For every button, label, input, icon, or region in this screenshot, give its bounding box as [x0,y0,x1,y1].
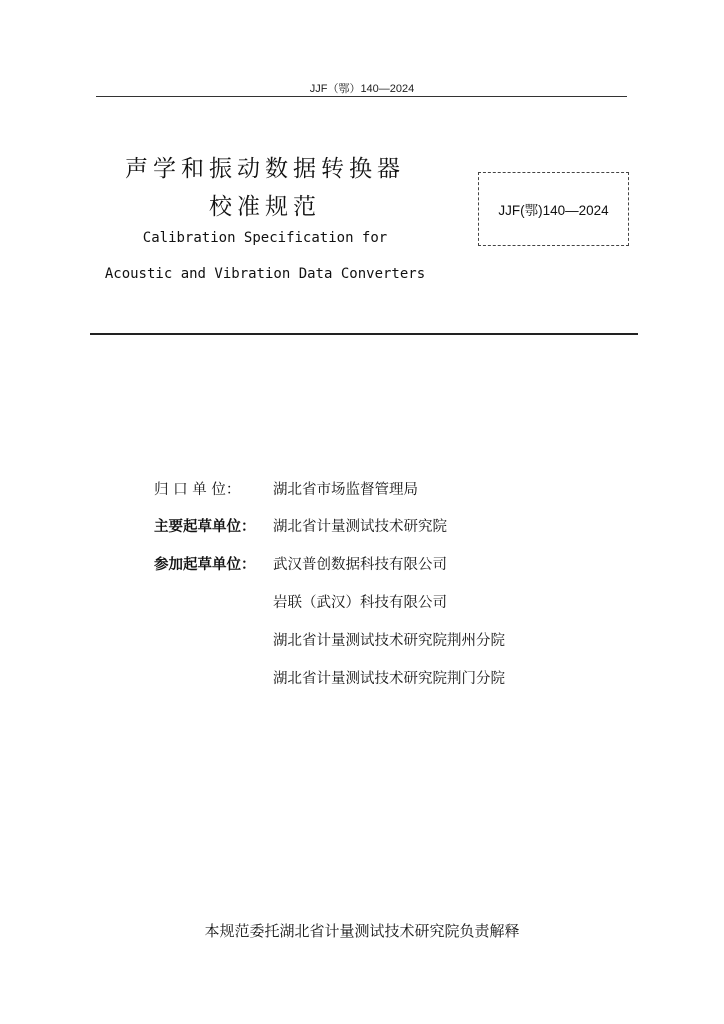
participant-item: 湖北省计量测试技术研究院荆门分院 [273,671,505,687]
title-cn-line2: 校准规范 [209,194,321,220]
owner-value: 湖北省市场监督管理局 [273,482,418,498]
header-rule [96,96,627,97]
standard-code-text: JJF(鄂)140—2024 [498,203,609,218]
main-drafter-label: 主要起草单位： [154,519,256,535]
header-standard-code: JJF（鄂）140—2024 [309,83,415,95]
participant-item: 武汉普创数据科技有限公司 [273,557,447,573]
section-rule [90,333,638,335]
title-en-line1: Calibration Specification for [142,230,388,246]
owner-label: 归 口 单 位： [154,482,241,498]
participant-item: 湖北省计量测试技术研究院荆州分院 [273,633,505,649]
participant-item: 岩联（武汉）科技有限公司 [273,595,447,611]
main-drafter-value: 湖北省计量测试技术研究院 [273,519,447,535]
footer-note: 本规范委托湖北省计量测试技术研究院负责解释 [204,922,520,940]
title-en-line2: Acoustic and Vibration Data Converters [104,266,426,282]
standard-code-box [478,172,629,246]
title-cn-line1: 声学和振动数据转换器 [125,156,405,182]
participants-label: 参加起草单位： [154,557,256,573]
